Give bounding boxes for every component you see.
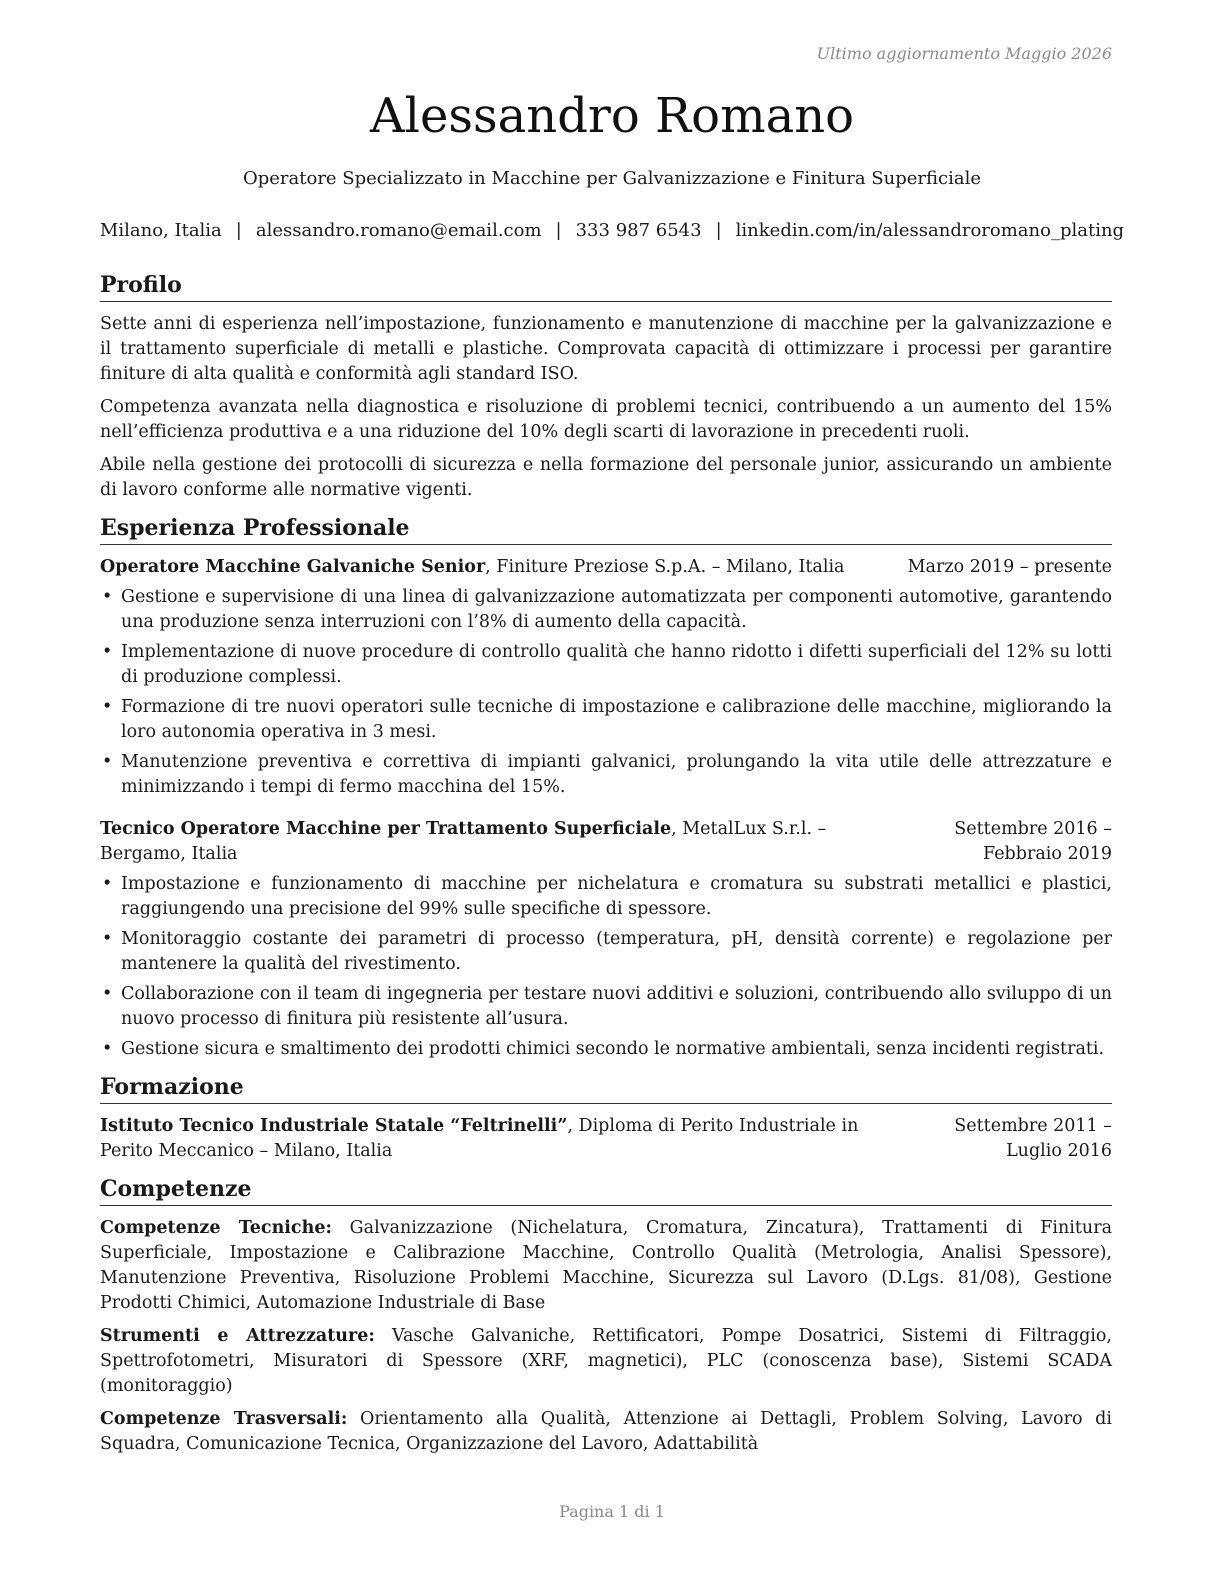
job-bullets	[100, 585, 1112, 800]
job-company: , Finiture Preziose S.p.A. – Milano, Italia	[485, 557, 845, 577]
education-dates: Settembre 2011 – Luglio 2016	[954, 1116, 1112, 1161]
job-bullet: • Manutenzione preventiva e correttiva di impianti galvanici, prolungando la vita utile delle attrezzature e minimizzando i tempi di fermo macchina del 15%.	[100, 750, 1112, 800]
job-dates: Settembre 2016 – Febbraio 2019	[954, 819, 1112, 864]
skill-group	[100, 1407, 1112, 1457]
section-title-education: Formazione	[100, 1072, 1112, 1104]
skills-section	[100, 1174, 1112, 1457]
contact-linkedin[interactable]: linkedin.com/in/alessandroromano_plating	[735, 220, 1125, 241]
job-bullet: • Gestione e supervisione di una linea di galvanizzazione automatizzata per componenti automotive, garantendo una produzione senza interruzioni con l’8% di aumento della capacità.	[100, 585, 1112, 635]
skill-group-text: Galvanizzazione (Nichelatura, Cromatura, Zincatura), Trattamenti di Finitura Superficiale, Impostazione e Calibrazione Macchine, Controllo Qualità (Metrologia, Analisi Spessore), Manutenzione Preventiva, Risoluzione Problemi Macchine, Sicurezza sul Lavoro (D.Lgs. 81/08), Gestione Prodotti Chimici, Automazione Industriale di Base	[100, 1218, 1112, 1313]
job-bullets	[100, 872, 1112, 1062]
job-role: Operatore Macchine Galvaniche Senior	[100, 557, 486, 577]
education-detail: , Diploma di Perito Industriale in Perito Meccanico – Milano, Italia	[100, 1116, 859, 1161]
skill-group-text: Vasche Galvaniche, Rettificatori, Pompe Dosatrici, Sistemi di Filtraggio, Spettrofotometri, Misuratori di Spessore (XRF, magnetici), PLC (conoscenza base), Sistemi SCADA (monitoraggio)	[100, 1326, 1112, 1396]
section-title-skills: Competenze	[100, 1174, 1112, 1206]
page-number: Pagina 1 di 1	[559, 1502, 665, 1521]
job-bullet: • Implementazione di nuove procedure di controllo qualità che hanno ridotto i difetti superficiali del 12% su lotti di produzione complessi.	[100, 640, 1112, 690]
profile-paragraph: Sette anni di esperienza nell’impostazione, funzionamento e manutenzione di macchine per la galvanizzazione e il trattamento superficiale di metalli e plastiche. Comprovata capacità di ottimizzare i processi per garantire finiture di alta qualità e conformità agli standard ISO.	[100, 314, 1112, 384]
last-updated: Ultimo aggiornamento Maggio 2026	[816, 44, 1112, 63]
skill-group-label: Competenze Trasversali:	[100, 1409, 348, 1429]
job-bullet: • Monitoraggio costante dei parametri di processo (temperatura, pH, densità corrente) e regolazione per mantenere la qualità del rivestimento.	[100, 927, 1112, 977]
resume-body	[100, 270, 1112, 1467]
job-bullet: • Impostazione e funzionamento di macchine per nichelatura e cromatura su substrati metallici e plastici, raggiungendo una precisione del 99% sulle specifiche di spessore.	[100, 872, 1112, 922]
contact-separator: |	[555, 220, 562, 241]
skill-group	[100, 1216, 1112, 1316]
skill-group	[100, 1324, 1112, 1399]
candidate-name: Alessandro Romano	[369, 88, 855, 144]
section-title-profile: Profilo	[100, 270, 1112, 302]
contact-email[interactable]: alessandro.romano@email.com	[255, 220, 542, 241]
job-entry	[100, 555, 1112, 800]
skill-group-text: Orientamento alla Qualità, Attenzione ai Dettagli, Problem Solving, Lavoro di Squadra, Comunicazione Tecnica, Organizzazione del Lavoro, Adattabilità	[100, 1409, 1112, 1454]
job-bullet: • Formazione di tre nuovi operatori sulle tecniche di impostazione e calibrazione delle macchine, migliorando la loro autonomia operativa in 3 mesi.	[100, 695, 1112, 745]
job-header	[100, 555, 1112, 580]
profile-paragraph: Competenza avanzata nella diagnostica e risoluzione di problemi tecnici, contribuendo a un aumento del 15% nell’efficienza produttiva e a una riduzione del 10% degli scarti di lavorazione in precedenti ruoli.	[100, 397, 1112, 442]
contact-location: Milano, Italia	[99, 220, 222, 241]
contact-separator: |	[235, 220, 242, 241]
skill-group-label: Competenze Tecniche:	[100, 1218, 332, 1238]
job-entry	[100, 817, 1112, 1062]
profile-section	[100, 270, 1112, 503]
job-dates: Marzo 2019 – presente	[907, 557, 1112, 577]
experience-section	[100, 513, 1112, 1062]
section-title-experience: Esperienza Professionale	[100, 513, 1112, 545]
education-entry	[100, 1114, 1112, 1164]
job-company: , MetalLux S.r.l. – Bergamo, Italia	[100, 819, 827, 864]
contact-line	[0, 220, 1224, 241]
job-bullet: • Gestione sicura e smaltimento dei prodotti chimici secondo le normative ambientali, senza incidenti registrati.	[100, 1037, 1112, 1062]
job-bullet: • Collaborazione con il team di ingegneria per testare nuovi additivi e soluzioni, contribuendo allo sviluppo di un nuovo processo di finitura più resistente all’usura.	[100, 982, 1112, 1032]
education-section	[100, 1072, 1112, 1164]
contact-separator: |	[715, 220, 722, 241]
education-school: Istituto Tecnico Industriale Statale “Feltrinelli”	[100, 1116, 568, 1136]
job-header	[100, 817, 1112, 867]
profile-paragraph: Abile nella gestione dei protocolli di sicurezza e nella formazione del personale junior, assicurando un ambiente di lavoro conforme alle normative vigenti.	[100, 455, 1112, 500]
contact-phone[interactable]: 333 987 6543	[575, 220, 702, 241]
job-role: Tecnico Operatore Macchine per Trattamento Superficiale	[100, 819, 672, 839]
candidate-headline: Operatore Specializzato in Macchine per Galvanizzazione e Finitura Superficiale	[242, 168, 981, 189]
skill-group-label: Strumenti e Attrezzature:	[100, 1326, 375, 1346]
